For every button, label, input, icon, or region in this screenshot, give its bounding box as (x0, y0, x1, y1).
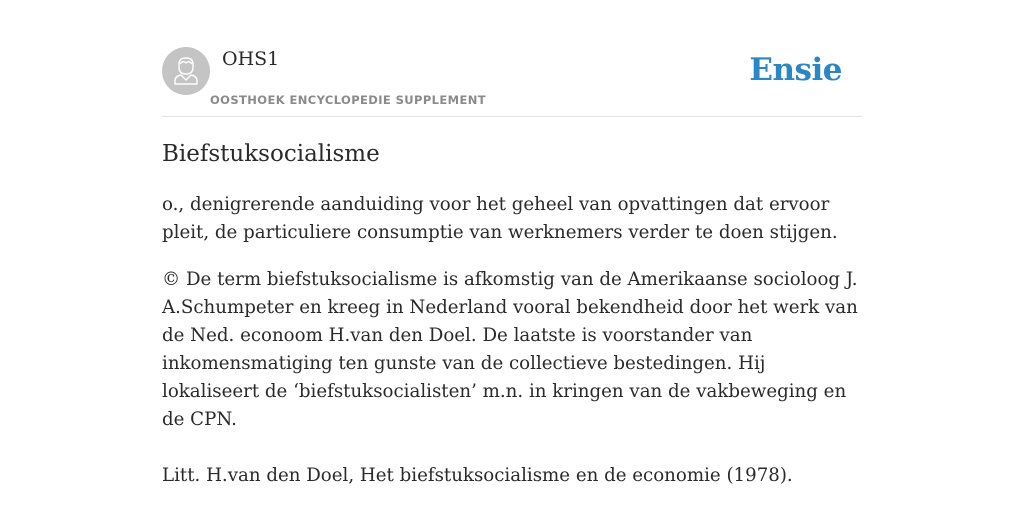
literature-paragraph: Litt. H.van den Doel, Het biefstuksocialisme en de economie (1978). (162, 465, 793, 486)
user-icon (162, 47, 210, 95)
user-name[interactable]: OHS1 (222, 48, 280, 70)
body-paragraph: © De term biefstuksocialisme is afkomstig van de Amerikaanse socioloog J. A.Schumpeter en kreeg in Nederland vooral bekendheid door het werk van de Ned. econoom H.van den Doel. De laatste is voorstander van inkomensmatiging ten gunste van de collectieve bestedingen. Hij lokaliseert de ‘biefstuksocialisten’ m.n. in kringen van de vakbeweging en de CPN. (162, 269, 858, 430)
source-subtitle[interactable]: OOSTHOEK ENCYCLOPEDIE SUPPLEMENT (210, 93, 487, 107)
entry-content (162, 137, 862, 490)
entry-header (162, 47, 862, 117)
avatar[interactable] (162, 47, 210, 95)
definition-paragraph: o., denigrerende aanduiding voor het geheel van opvattingen dat ervoor pleit, de particuliere consumptie van werknemers verder te doen stijgen. (162, 194, 838, 243)
ensie-logo[interactable]: Ensie (749, 52, 842, 88)
entry-title: Biefstuksocialisme (162, 141, 380, 167)
